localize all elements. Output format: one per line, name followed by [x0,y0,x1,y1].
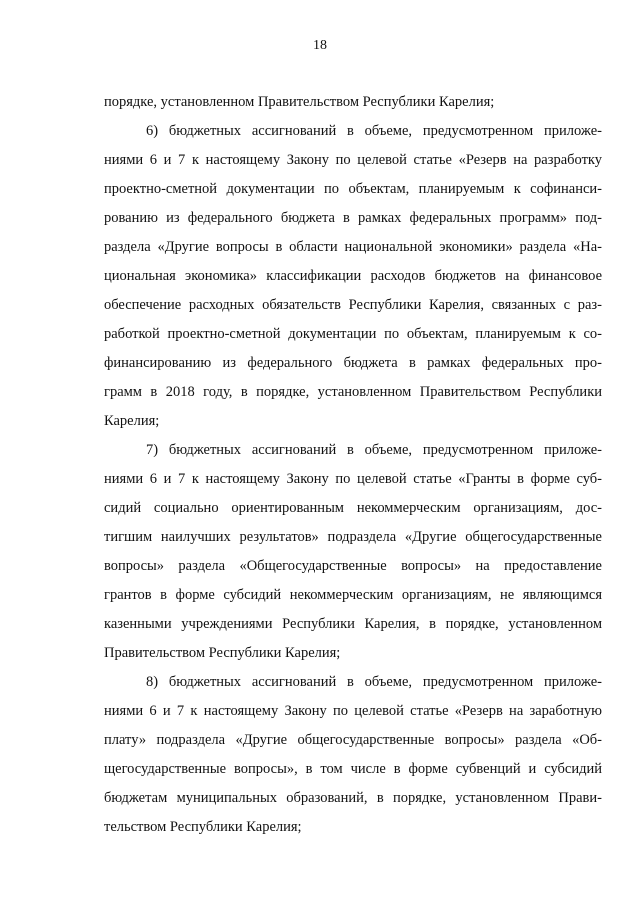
text-line: ниями 6 и 7 к настоящему Закону по целевой статье «Резерв на разработку [104,152,602,168]
text-line: 8) бюджетных ассигнований в объеме, предусмотренном приложе- [146,674,602,690]
text-line: 6) бюджетных ассигнований в объеме, предусмотренном приложе- [146,123,602,139]
page-number: 18 [313,38,327,53]
text-line: сидий социально ориентированным некоммерческим организациям, дос- [104,500,602,516]
text-line: Карелия; [104,413,160,429]
text-line: грамм в 2018 году, в порядке, установленном Правительством Республики [104,384,602,400]
text-line: грантов в форме субсидий некоммерческим организациям, не являющимся [104,587,602,603]
text-line: работкой проектно-сметной документации по объектам, планируемым к со- [104,326,602,342]
text-line: Правительством Республики Карелия; [104,645,341,661]
text-line: порядке, установленном Правительством Республики Карелия; [104,94,495,110]
text-line: обеспечение расходных обязательств Республики Карелия, связанных с раз- [104,297,602,313]
text-line: плату» подраздела «Другие общегосударственные вопросы» раздела «Об- [104,732,602,748]
text-line: 7) бюджетных ассигнований в объеме, предусмотренном приложе- [146,442,602,458]
text-line: вопросы» раздела «Общегосударственные вопросы» на предоставление [104,558,602,574]
document-body [104,93,602,847]
text-line: казенными учреждениями Республики Карелия, в порядке, установленном [104,616,602,632]
text-line: проектно-сметной документации по объектам, планируемым к софинанси- [104,181,602,197]
text-line: тигшим наилучших результатов» подраздела «Другие общегосударственные [104,529,602,545]
text-line: рованию из федерального бюджета в рамках федеральных программ» под- [104,210,602,226]
text-line: ниями 6 и 7 к настоящему Закону по целевой статье «Гранты в форме суб- [104,471,602,487]
text-line: ниями 6 и 7 к настоящему Закону по целевой статье «Резерв на заработную [104,703,602,719]
text-line: финансированию из федерального бюджета в рамках федеральных про- [104,355,602,371]
text-line: бюджетам муниципальных образований, в порядке, установленном Прави- [104,790,602,806]
text-line: щегосударственные вопросы», в том числе в форме субвенций и субсидий [104,761,602,777]
text-line: циональная экономика» классификации расходов бюджетов на финансовое [104,268,602,284]
text-line: раздела «Другие вопросы в области национальной экономики» раздела «На- [104,239,602,255]
text-line: тельством Республики Карелия; [104,819,302,835]
